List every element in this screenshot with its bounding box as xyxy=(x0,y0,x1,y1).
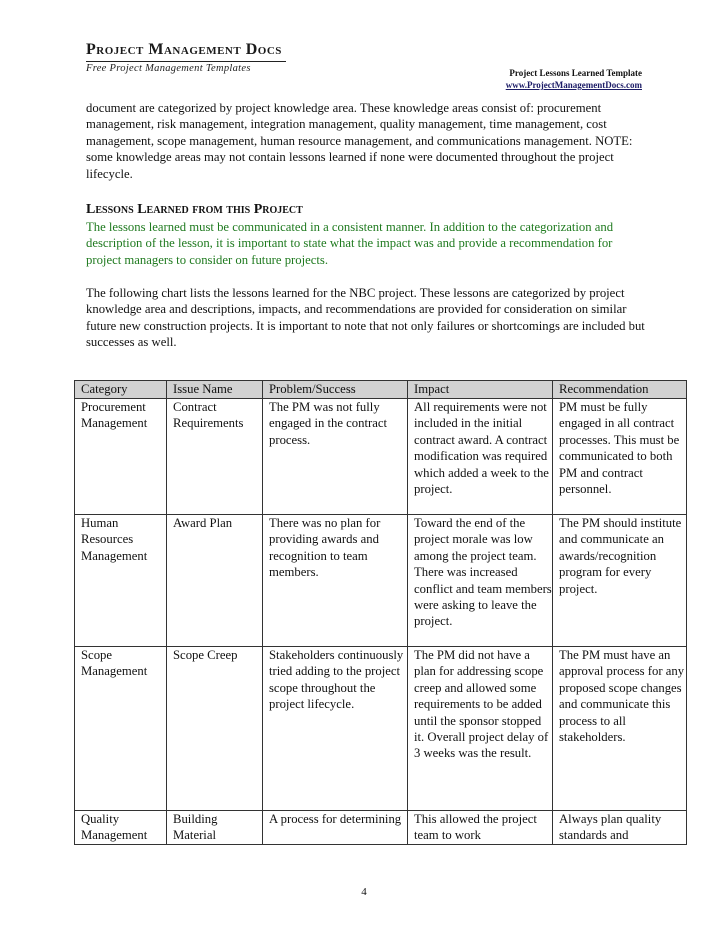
table-header-row xyxy=(75,381,687,399)
document-header xyxy=(506,67,642,91)
impact-cell: All requirements were not included in the initial contract award. A contract modification was required which added a week to the project. xyxy=(408,399,553,515)
issue-name-cell: Award Plan xyxy=(167,515,263,647)
table-row xyxy=(75,647,687,811)
recommendation-cell: The PM should institute and communicate an awards/recognition program for every project. xyxy=(553,515,687,647)
category-cell: Human Resources Management xyxy=(75,515,167,647)
problem-success-cell: The PM was not fully engaged in the contract process. xyxy=(263,399,408,515)
issue-name-cell: Scope Creep xyxy=(167,647,263,811)
site-logo xyxy=(86,40,286,75)
column-header: Category xyxy=(75,381,167,399)
impact-cell: The PM did not have a plan for addressing scope creep and allowed some requirements to be added until the sponsor stopped it. Overall project delay of 3 weeks was the result. xyxy=(408,647,553,811)
table-row xyxy=(75,515,687,647)
column-header: Impact xyxy=(408,381,553,399)
problem-success-cell: There was no plan for providing awards and recognition to team members. xyxy=(263,515,408,647)
column-header: Problem/Success xyxy=(263,381,408,399)
recommendation-cell: The PM must have an approval process for any proposed scope changes and communicate this process to all stakeholders. xyxy=(553,647,687,811)
logo-main-text: Project Management Docs xyxy=(86,40,286,62)
problem-success-cell: A process for determining xyxy=(263,811,408,845)
website-link[interactable]: www.ProjectManagementDocs.com xyxy=(505,80,642,90)
problem-success-cell: Stakeholders continuously tried adding to the project scope throughout the project lifecycle. xyxy=(263,647,408,811)
recommendation-cell: Always plan quality standards and xyxy=(553,811,687,845)
lessons-learned-table xyxy=(74,380,687,845)
logo-tagline: Free Project Management Templates xyxy=(86,63,251,74)
table-row xyxy=(75,399,687,515)
impact-cell: Toward the end of the project morale was low among the project team. There was increased conflict and team members were asking to leave the project. xyxy=(408,515,553,647)
table-row xyxy=(75,811,687,845)
document-title: Project Lessons Learned Template xyxy=(509,68,642,78)
category-cell: Procurement Management xyxy=(75,399,167,515)
intro-paragraph: document are categorized by project knowledge area. These knowledge areas consist of: procurement management, risk management, integration management, quality management, time management, cost management, scope management, human resource management, and communications management. NOTE: some knowledge areas may not contain lessons learned if none were documented throughout the project lifecycle. xyxy=(86,101,633,181)
column-header: Recommendation xyxy=(553,381,687,399)
column-header: Issue Name xyxy=(167,381,263,399)
category-cell: Scope Management xyxy=(75,647,167,811)
recommendation-cell: PM must be fully engaged in all contract processes. This must be communicated to both PM and contract personnel. xyxy=(553,399,687,515)
category-cell: Quality Management xyxy=(75,811,167,845)
issue-name-cell: Building Material xyxy=(167,811,263,845)
impact-cell: This allowed the project team to work xyxy=(408,811,553,845)
guidance-text: The lessons learned must be communicated in a consistent manner. In addition to the categorization and description of the lesson, it is important to state what the impact was and provide a recommendation for project managers to consider on future projects. xyxy=(86,220,614,267)
section-heading: Lessons Learned from this Project xyxy=(86,202,303,217)
page-number: 4 xyxy=(361,886,367,898)
issue-name-cell: Contract Requirements xyxy=(167,399,263,515)
body-paragraph: The following chart lists the lessons learned for the NBC project. These lessons are categorized by project knowledge area and descriptions, impacts, and recommendations are provided for consideration on similar future new construction projects. It is important to note that not only failures or shortcomings are included but successes as well. xyxy=(86,286,645,350)
